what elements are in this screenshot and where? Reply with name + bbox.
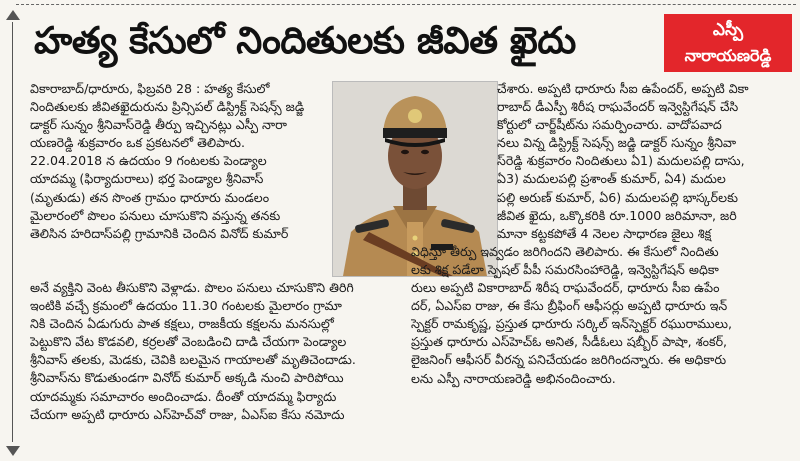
- text-line: నిందితులకు జీవితఖైదురును ప్రిన్సిపల్ డిస్ట్రిక్ట్ సెషన్స్ జడ్జి: [30, 99, 305, 115]
- text-line: యాదమ్మ (ఫిర్యాదురాలు) భర్త పెండ్యాల శ్రీనివాస్: [30, 171, 264, 187]
- text-line: నికి చెందిన ఏడుగురు పాత కక్షలు, రాజకీయ కక్షలను మనసుల్లో: [30, 316, 334, 332]
- text-line: మైలారంలో పొలం పనులు చూసుకొని వస్తున్న తనకు: [30, 207, 281, 223]
- text-line: మానా కట్టకపోతే 4 నెలల సాధారణ జైలు శిక్ష: [497, 225, 712, 241]
- badge-line-1: ఎస్పీ: [712, 20, 744, 40]
- text-line: ఏ3) మదులపల్లి ప్రశాంత్ కుమార్, ఏ4) మదుల: [497, 171, 726, 187]
- text-line: వికారాబాద్/ధారూరు, ఫిబ్రవరి 28 : హత్య కేసులో: [30, 81, 270, 96]
- text-line: దర్, ఏఎస్‌ఐ రాజు, ఈ కేసు బ్రీఫింగ్ ఆఫీసర్లు అప్పటి ధారూరు ఇన్: [411, 298, 728, 314]
- text-line: నలు విన్న డిస్ట్రిక్ట్ సెషన్స్ జడ్జి డాక్టర్ సున్నం శ్రీనివా: [497, 135, 737, 151]
- text-line: అనే వ్యక్తిని వెంట తీసుకొని వెళ్లాడు. పొలం పనులు చూసుకొని తిరిగి: [30, 280, 354, 295]
- arrow-down-icon: [6, 446, 20, 456]
- text-line: శ్రీనివాస్ తలకు, మెడకు, చెవికి బలమైన గాయాలతో మృతిచెందాడు.: [30, 352, 356, 368]
- text-line: కోర్టులో చార్జ్‌షీట్‌ను సమర్పించారు. వాదోపవాద: [497, 117, 722, 133]
- scroll-indicator: [6, 8, 20, 458]
- text-line: స్పెక్టర్ రామకృష్ణ, ప్రస్తుత ధారూరు సర్కిల్ ఇన్‌స్పెక్టర్ రఘురాములు,: [411, 316, 733, 332]
- text-line: డాక్టర్ సున్నం శ్రీనివాస్‌రెడ్డి తీర్పు ఇచ్చినట్లు ఎస్పీ నారా: [30, 117, 287, 133]
- text-line: లైజనింగ్ ఆఫీసర్ వీరన్న పనిచేయడం జరిగిందన్నారు. ఈ అధికారు: [411, 352, 727, 368]
- text-line: లకు శిక్ష పడేలా స్పెషల్ పీపీ సమరసింహారెడ్డి, ఇన్వెస్టిగేషన్ అధికా: [411, 261, 719, 277]
- headline: హత్య కేసులో నిందితులకు జీవిత ఖైదు: [34, 19, 576, 62]
- text-line: చేయగా అప్పటి ధారూరు ఎస్‌హెచ్‌వో రాజు, ఏఎస్‌ఐ కేసు నమోదు: [30, 406, 345, 422]
- text-line: చేశారు. అప్పటి ధారూరు సీఐ ఉపేందర్, అప్పటి వికా: [497, 81, 749, 96]
- continued-column: [30, 279, 402, 424]
- text-line: (మృతుడు) తన సొంత గ్రామం ధారూరు మండలం: [30, 189, 270, 205]
- text-line: తెలిసిన హరిదాస్‌పల్లి గ్రామానికి చెందిన వినోద్ కుమార్: [30, 225, 289, 241]
- text-line: యణరెడ్డి శుక్రవారం ఒక ప్రకటనలో తెలిపారు.: [30, 135, 245, 151]
- text-line: ఇంటికి వచ్చే క్రమంలో ఉదయం 11.30 గంటలకు మైలారం గ్రామా: [30, 298, 342, 314]
- arrow-up-icon: [6, 10, 20, 20]
- text-line: లను ఎస్పీ నారాయణరెడ్డి అభినందించారు.: [411, 370, 616, 386]
- text-line: రులు అప్పటి వికారాబాద్ శిరీష రాఘవేందర్, ధారూరు సీఐ ఉపేం: [411, 280, 720, 296]
- text-line: పెట్టుకొని వేట కొడవలి, కర్రలతో వెంబడించి దాడి చేయగా పెండ్యాల: [30, 334, 347, 350]
- text-line: పల్లి అరుణ్ కుమార్, ఏ6) మదులపల్లి భాస్కర్‌లకు: [497, 189, 739, 205]
- text-line: జీవిత ఖైదు, ఒక్కొకరికి రూ.1000 జరిమానా, జరి: [497, 207, 737, 223]
- text-line: విధిస్తూ తీర్పు ఇవ్వడం జరిగిందని తెలిపారు. ఈ కేసులో నిందితు: [411, 243, 719, 259]
- text-line: రాబాద్ డీఎస్పీ శిరీష రాఘవేందర్ ఇన్వెస్టిగేషన్ చేసి: [497, 99, 739, 115]
- text-line: 22.04.2018 న ఉదయం 9 గంటలకు పెండ్యాల: [30, 153, 267, 169]
- text-line: స్‌రెడ్డి శుక్రవారం నిందితులు ఏ1) మదులపల్లి దాసు,: [497, 153, 745, 169]
- author-badge: [664, 14, 792, 72]
- text-line: ప్రస్తుత ధారూరు ఎస్‌హెచ్‌ఓ అనిత, సీడీఓలు షబ్బీర్ పాషా, శంకర్,: [411, 334, 728, 350]
- text-line: శ్రీనివాస్‌ను కొడుతుండగా వినోద్ కుమార్ అక్కడి నుంచి పారిపోయి: [30, 370, 344, 386]
- top-rule: [16, 4, 796, 5]
- badge-line-2: నారాయణరెడ్డి: [684, 46, 772, 65]
- text-line: యాదమ్మకు సమాచారం అందించాడు. దీంతో యాదమ్మ ఫిర్యాదు: [30, 388, 337, 404]
